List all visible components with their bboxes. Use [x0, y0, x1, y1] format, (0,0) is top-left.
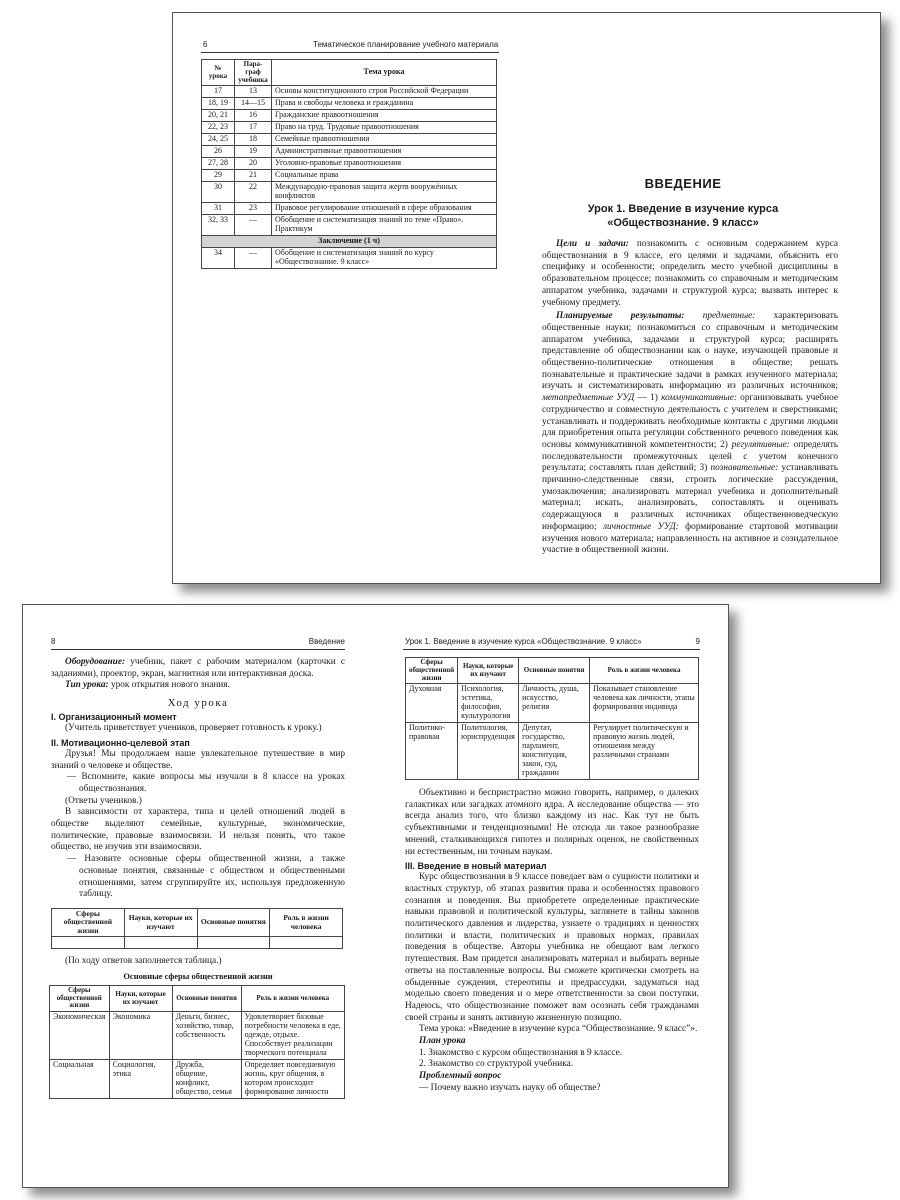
equipment-text: учебник, пакет с рабочим материалом (карточки с заданиями), проектор, экран, магнитная или интерактивная доска.: [51, 657, 345, 679]
lesson-title-line-2: «Обществознание. 9 класс»: [607, 217, 759, 229]
page-7: [526, 13, 880, 583]
course-description: Курс обществознания в 9 классе поведает вам о сущности политики и властных структур, об этапах развития права и особенностях правового сознания и поведения. Вы приобретете определенные практические навыки правовой и политической культуры, заглянете в тайны законов политического давления и лидерства, узнаете о традициях и ценностях политики и власти, политических и правовых нормах, правилах поведения в обществе. Авторы учебника не обещают вам легкого путешествия. Вам придется анализировать материал и выбирать верные ответы на поставленные вопросы. Вы сможете критически смотреть на обыденные суждения, стереотипы и предрассудки, задуматься над моделью своего поведения и о мере ответственности за свои поступки. Надеюсь, что обществознание поможет вам осознать себя гражданами своей страны и занять активную жизненную позицию.: [405, 872, 699, 1023]
section-1-text: (Учитель приветствует учеников, проверяет готовность к уроку.): [65, 723, 322, 734]
filled-table-body: [50, 1012, 345, 1099]
col-sphere: Сферы общественной жизни: [52, 908, 125, 936]
lesson-title-line-1: Урок 1. Введение в изучение курса: [587, 203, 779, 215]
col-sciences: Науки, которые их изучают: [458, 658, 519, 684]
table-cell: Удовлетворяет базовые потребности человека в еде, одежде, отдыхе. Способствует реализации творческого потенциала: [241, 1012, 344, 1060]
table-cell: Социология, этика: [109, 1060, 172, 1099]
page-6: [173, 13, 526, 583]
table-cell: Личность, душа, искусство, религия: [519, 684, 590, 723]
cog-label: познавательные:: [710, 463, 779, 474]
table-cell: 18: [235, 134, 272, 146]
table-cell: 27, 28: [202, 158, 235, 170]
table-cell: Духовная: [406, 684, 458, 723]
comm-label: коммуникативные:: [661, 393, 737, 404]
table-cell: 20: [235, 158, 272, 170]
table-cell: 23: [235, 203, 272, 215]
page-number: 6: [203, 40, 208, 49]
table-cell: 17: [235, 122, 272, 134]
table-row: [202, 170, 497, 182]
table-row: [202, 158, 497, 170]
empty-cell: [52, 937, 125, 949]
reg-text: определять последовательности промежуточных целей с учетом конечного результата; составлять план действий; 3): [542, 439, 838, 474]
lesson-topic: Тема урока: «Введение в изучение курса “Обществознание. 9 класс”».: [419, 1024, 698, 1035]
table-cell: 31: [202, 203, 235, 215]
table-cell: 26: [202, 146, 235, 158]
table-row: [406, 723, 699, 780]
section-2-paragraph-1: Друзья! Мы продолжаем наше увлекательное путешествие в мир знаний о человеке и обществе.: [51, 748, 345, 771]
section-2-question-2: — Назовите основные сферы общественной жизни, а также основные понятия, связанные с обществом и общественными отношениями, затем сгруппируйте их, используя предложенную таблицу.: [67, 854, 345, 900]
table-cell: 13: [235, 86, 272, 98]
col-sciences: Науки, которые их изучают: [109, 985, 172, 1011]
cog-text: устанавливать причинно-следственные связи, строить логические рассуждения, умозаключения; анализировать материал учебника и дополнительный материал; искать, анализировать, сопоставлять и оценивать содержащуюся в различных источниках общественноведческую информацию;: [542, 463, 838, 532]
table-row: [202, 86, 497, 98]
problem-label: Проблемный вопрос: [419, 1071, 502, 1082]
col-topic: Тема урока: [272, 60, 497, 86]
col-sphere: Сферы общественной жизни: [406, 658, 458, 684]
table-cell: 22, 23: [202, 122, 235, 134]
table-row: [50, 1012, 345, 1060]
results-paragraph: [542, 311, 838, 557]
page-8-body: [51, 657, 345, 1099]
comm-text: организовывать учебное сотрудничество и совместную деятельность с учителем и сверстниками; устанавливать и поддерживать необходимые контакты с другими людьми для приобретения опыта регуляции собственного речевого поведения как основы коммуникативной компетентности; 2): [542, 393, 838, 450]
continued-table-header: [406, 658, 699, 684]
col-role: Роль в жизни человека: [590, 658, 699, 684]
meta-text: — 1): [634, 393, 662, 404]
table-cell: Административные правоотношения: [272, 146, 497, 158]
table-cell: Обобщение и систематизация знаний по теме «Право». Практикум: [272, 214, 497, 235]
table-row: [202, 182, 497, 203]
table-cell: 34: [202, 247, 235, 268]
table-cell: 30: [202, 182, 235, 203]
table-cell: Регулирует политическую и правовую жизнь людей, отношения между различными странами: [590, 723, 699, 780]
table-cell: Право на труд. Трудовые правоотношения: [272, 122, 497, 134]
page-number: 8: [51, 637, 56, 646]
table-row: [202, 122, 497, 134]
running-header: Введение: [308, 637, 345, 646]
table-header-row: [202, 60, 497, 86]
bottom-spread: [22, 604, 729, 1188]
page-number: 9: [695, 637, 700, 646]
table-cell: Основы конституционного строя Российской Федерации: [272, 86, 497, 98]
goals-label: Цели и задачи:: [556, 239, 629, 249]
section-2-question-1: — Вспомните, какие вопросы мы изучали в 8 классе на уроках обществознания.: [67, 772, 345, 794]
table-cell: Международно-правовая защита жертв вооружённых конфликтов: [272, 182, 497, 203]
pers-text: формирование стартовой мотивации изучения нового материала; направленность на активное и созидательное участие в общественной жизни.: [542, 521, 838, 556]
section-title: ВВЕДЕНИЕ: [644, 176, 722, 191]
lesson-type-paragraph: [51, 680, 345, 692]
col-concepts: Основные понятия: [519, 658, 590, 684]
table-cell: Определяет повседневную жизнь, круг общения, в котором происходит формирование личности: [241, 1060, 344, 1099]
section-row-label: Заключение (1 ч): [202, 235, 497, 247]
empty-spheres-table: [51, 908, 343, 949]
top-spread: [172, 12, 881, 584]
page-9-body: [405, 657, 699, 1095]
lesson-type-label: Тип урока:: [65, 680, 109, 691]
subject-label: предметные:: [702, 311, 756, 322]
page-8: [23, 605, 375, 1187]
table-cell: Показывает становление человека как личности, этапы формирования индивида: [590, 684, 699, 723]
table-cell: 17: [202, 86, 235, 98]
table-cell: 16: [235, 110, 272, 122]
col-sciences: Науки, которые их изучают: [124, 908, 197, 936]
table-row: [202, 203, 497, 215]
table-cell: 19: [235, 146, 272, 158]
table-cell: —: [235, 214, 272, 235]
table-cell: Права и свободы человека и гражданина: [272, 98, 497, 110]
running-header: Урок 1. Введение в изучение курса «Обществознание. 9 класс»: [405, 637, 642, 646]
table-cell: Деньги, бизнес, хозяйство, товар, собственность: [172, 1012, 241, 1060]
col-role: Роль в жизни человека: [270, 908, 343, 936]
running-header: Тематическое планирование учебного материала: [313, 40, 499, 49]
subject-text: характеризовать общественные науки; познакомиться со справочным и методическим аппаратом учебника, задачами и структурой курса; расширять представление об обществознании как о науке, изучающей правовые и общественно-политические отношения в обществе; решать познавательные и практические задачи в рамках изученного материала; изучать и систематизировать информацию из различных источников;: [542, 311, 838, 392]
table-cell: Правовое регулирование отношений в сфере образования: [272, 203, 497, 215]
goals-paragraph: [542, 239, 838, 309]
col-sphere: Сферы общественной жизни: [50, 985, 110, 1011]
table-cell: 21: [235, 170, 272, 182]
section-2-paragraph-2: В зависимости от характера, типа и целей отношений людей в обществе выделяют семейные, культурные, экономические, политические, правовые взаимосвязи. И нельзя понять, что такое общество, не изучив эти взаимосвязи.: [51, 807, 345, 853]
reg-label: регулятивные:: [731, 439, 790, 450]
table-cell: 32, 33: [202, 214, 235, 235]
section-2-title: II. Мотивационно-целевой этап: [51, 737, 190, 748]
table-row: [202, 110, 497, 122]
table-row: [202, 247, 497, 268]
table-cell: Политико-правовая: [406, 723, 458, 780]
problem-question: — Почему важно изучать науку об обществе?: [419, 1082, 601, 1093]
section-row: [202, 235, 497, 247]
table-cell: Экономика: [109, 1012, 172, 1060]
table-cell: Обобщение и систематизация знаний по курсу «Обществознание. 9 класс»: [272, 247, 497, 268]
table-cell: Социальные права: [272, 170, 497, 182]
col-concepts: Основные понятия: [172, 985, 241, 1011]
col-lesson-number: № урока: [202, 60, 235, 86]
empty-cell: [197, 937, 270, 949]
table-row: [202, 214, 497, 235]
table-row: [202, 146, 497, 158]
header-rule: [51, 649, 345, 650]
page-9: [375, 605, 728, 1187]
fill-note: (По ходу ответов заполняется таблица.): [65, 956, 222, 967]
header-rule: [403, 649, 700, 650]
plan-item-1: 1. Знакомство с курсом обществознания в 9 классе.: [419, 1047, 623, 1058]
table-cell: Семейные правоотношения: [272, 134, 497, 146]
meta-label: метапредметные УУД: [542, 393, 635, 404]
empty-table-header: [52, 908, 343, 936]
plan-item-2: 2. Знакомство со структурой учебника.: [419, 1059, 574, 1070]
table-cell: Социальная: [50, 1060, 110, 1099]
empty-cell: [124, 937, 197, 949]
section-2-answers: (Ответы учеников.): [65, 795, 142, 806]
table-cell: 29: [202, 170, 235, 182]
intro-paragraph: Объективно и беспристрастно можно говорить, например, о далеких галактиках или загадках атомного ядра. А исследование общества — это всегда анализ того, что близко каждому из нас. Как тут не быть субъективными и тенденциозными! Не отсюда ли такое разнообразие мнений, сталкивающихся гипотез и полярных оценок, не свойственных ни естественным, ни точным наукам.: [405, 788, 699, 857]
table-cell: 14—15: [235, 98, 272, 110]
lesson-plan-table: [201, 59, 497, 269]
col-role: Роль в жизни человека: [241, 985, 344, 1011]
col-paragraph: Пара-граф учебника: [235, 60, 272, 86]
table-cell: Психология, эстетика, философия, культурология: [458, 684, 519, 723]
pers-label: личностные УУД:: [602, 521, 679, 532]
filled-spheres-table: [49, 985, 345, 1099]
table-cell: 22: [235, 182, 272, 203]
table-cell: 18, 19: [202, 98, 235, 110]
col-concepts: Основные понятия: [197, 908, 270, 936]
empty-cell: [270, 937, 343, 949]
table-row: [202, 134, 497, 146]
table-cell: Дружба, общение, конфликт, общество, семья: [172, 1060, 241, 1099]
filled-table-header: [50, 985, 345, 1011]
table-cell: Политология, юриспруденция: [458, 723, 519, 780]
table-cell: —: [235, 247, 272, 268]
results-label: Планируемые результаты:: [556, 311, 685, 322]
table-row: [50, 1060, 345, 1099]
table-cell: Гражданские правоотношения: [272, 110, 497, 122]
header-rule: [201, 52, 499, 53]
table-cell: Уголовно-правовые правоотношения: [272, 158, 497, 170]
section-1-title: I. Организационный момент: [51, 712, 177, 723]
lesson-plan-body: [202, 86, 497, 268]
plan-label: План урока: [419, 1036, 466, 1047]
empty-table-row: [52, 937, 343, 949]
equipment-paragraph: [51, 657, 345, 680]
table-cell: Депутат, государство, парламент, конституция, закон, суд, гражданин: [519, 723, 590, 780]
equipment-label: Оборудование:: [65, 657, 126, 667]
table-cell: 24, 25: [202, 134, 235, 146]
section-3-title: III. Введение в новый материал: [405, 861, 547, 872]
table-row: [202, 98, 497, 110]
course-title: Ход урока: [167, 697, 229, 710]
table-caption: Основные сферы общественной жизни: [123, 970, 273, 981]
continued-table-body: [406, 684, 699, 780]
goals-text: познакомить с основным содержанием курса обществознания в 9 классе, его целями и задачами, объяснить его специфику и особенности; определить место учебной дисциплины в образовательном процессе; познакомить со справочным и методическим аппаратом учебника, задачами и структурой курса; вызвать интерес к учебному предмету.: [542, 239, 838, 308]
lesson-type-text: урок открытия нового знания.: [108, 680, 230, 691]
table-row: [406, 684, 699, 723]
lesson-body: [542, 239, 838, 557]
table-cell: Экономическая: [50, 1012, 110, 1060]
spheres-table-continued: [405, 657, 699, 780]
table-cell: 20, 21: [202, 110, 235, 122]
